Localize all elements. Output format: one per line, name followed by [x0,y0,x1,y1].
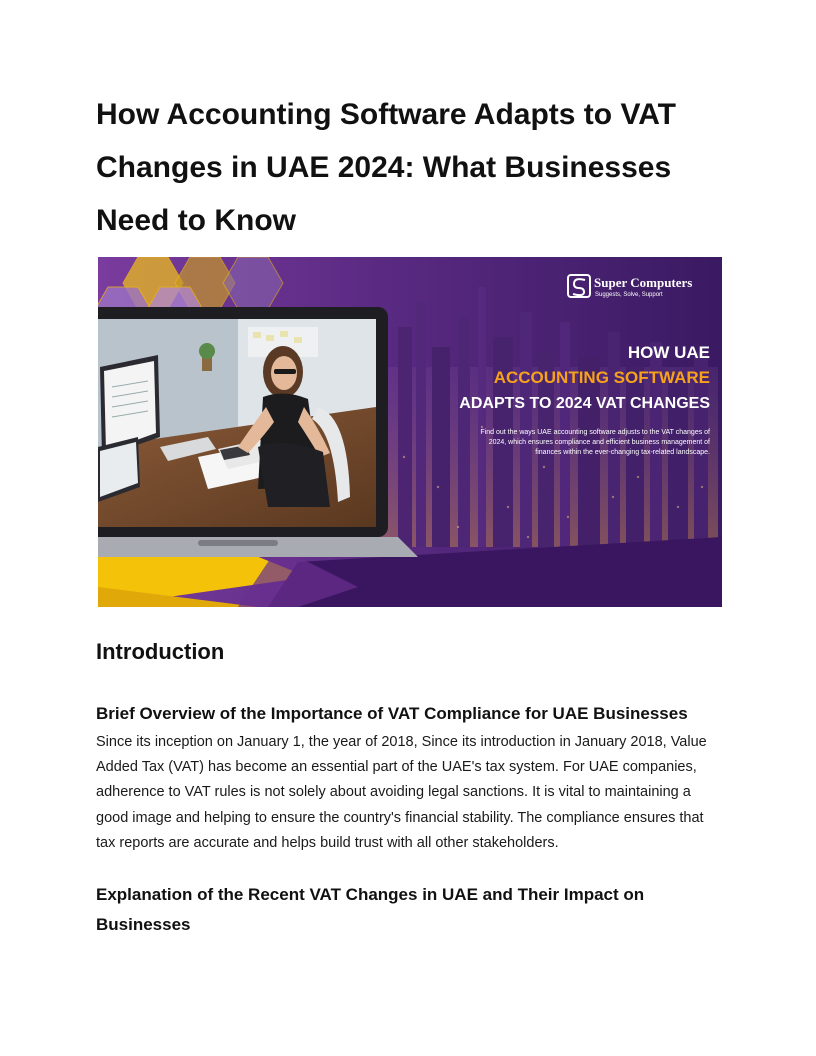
banner-headline-line2: ACCOUNTING SOFTWARE [493,368,710,387]
section-heading-introduction: Introduction [96,639,225,664]
subsection-heading-vat-compliance: Brief Overview of the Importance of VAT Compliance for UAE Businesses [96,704,688,723]
brand-name: Super Computers [594,275,693,290]
laptop-illustration [98,307,418,557]
document-title: How Accounting Software Adapts to VAT Changes in UAE 2024: What Businesses Need to Know [96,98,676,237]
brand-tagline: Suggests, Solve, Support [595,292,663,298]
banner-description-line3: finances within the ever-changing tax-related landscape. [535,449,710,456]
banner-headline-line1: HOW UAE [627,343,710,362]
banner-description-line1: Find out the ways UAE accounting software adjusts to the VAT changes of [480,429,710,436]
banner-image [98,257,722,607]
banner-headline-line3: ADAPTS TO 2024 VAT CHANGES [459,395,710,412]
subsection-heading-recent-vat-changes: Explanation of the Recent VAT Changes in UAE and Their Impact on Businesses [96,885,645,934]
paragraph-vat-compliance: Since its inception on January 1, the year of 2018, Since its introduction in January 2018, Value Added Tax (VAT) has become an essential part of the UAE's tax system. For UAE companies, adherence to VAT rules is not solely about avoiding legal sanctions. It is vital to maintaining a good image and helping to ensure the country's financial stability. The compliance ensures that tax reports are accurate and helps build trust with all other stakeholders. [96,734,707,851]
banner-description-line2: 2024, which ensures compliance and efficient business management of [488,439,710,446]
